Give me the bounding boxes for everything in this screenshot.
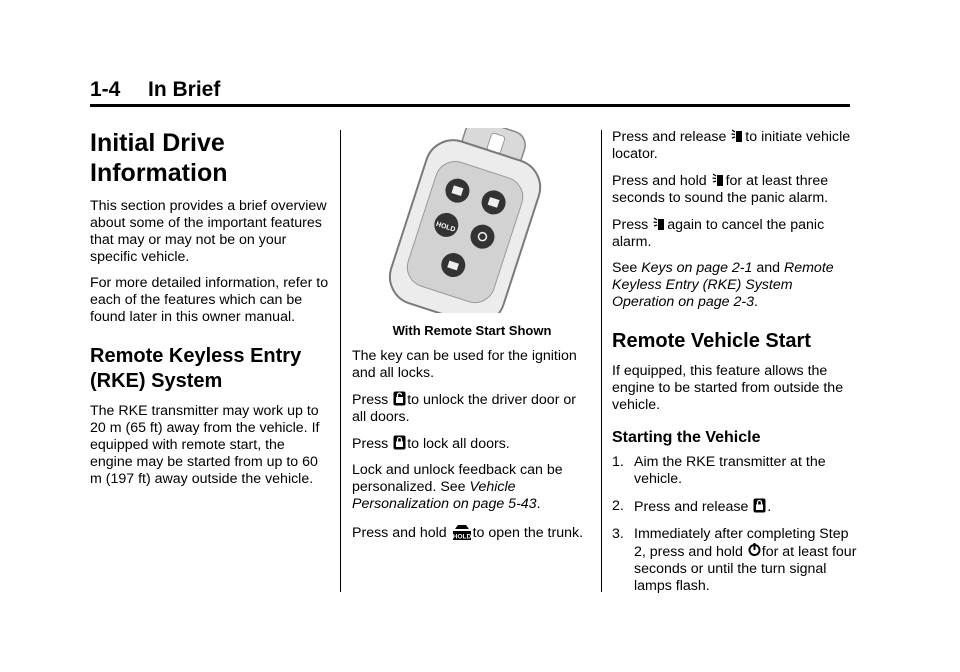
heading-rke: Remote Keyless Entry (RKE) System	[90, 345, 302, 392]
list-item	[612, 454, 857, 488]
text: Press and release	[634, 499, 753, 515]
text: for at least four seconds or until the turn signal lamps flash.	[634, 544, 857, 594]
key-fob-illustration	[352, 128, 592, 313]
text: Immediately after completing Step 2, press and hold	[634, 526, 849, 560]
text: for at least three seconds to sound the panic alarm.	[612, 173, 829, 206]
hold-label: HOLD	[452, 533, 471, 540]
fob-hold-label: HOLD	[435, 220, 457, 234]
paragraph: For more detailed information, refer to each of the features which can be found later in this owner manual.	[90, 275, 329, 325]
column-3	[612, 128, 857, 605]
paragraph-locator	[612, 128, 857, 163]
paragraph: This section provides a brief overview about some of the important features that may or may not be on your specific vehicle.	[90, 198, 327, 265]
paragraph-feedback	[352, 462, 592, 513]
heading-starting: Starting the Vehicle	[612, 429, 761, 446]
step-number: 3.	[612, 526, 624, 542]
paragraph-cancel	[612, 216, 857, 251]
paragraph: If equipped, this feature allows the engine to be started from outside the vehicle.	[612, 363, 844, 413]
steps-list	[612, 454, 857, 595]
unlock-icon	[393, 391, 406, 406]
panic-alarm-icon	[731, 128, 744, 143]
section-title: In Brief	[148, 78, 221, 101]
paragraph: The key can be used for the ignition and all locks.	[352, 348, 577, 381]
text: and	[752, 260, 784, 276]
panic-alarm-icon	[653, 216, 666, 231]
column-divider	[340, 130, 341, 592]
lock-icon	[753, 498, 766, 513]
text: to lock all doors.	[407, 436, 510, 452]
step-number: 2.	[612, 498, 624, 514]
text: to unlock the driver door or all doors.	[352, 392, 576, 425]
list-item	[612, 498, 857, 516]
figure-caption: With Remote Start Shown	[392, 323, 552, 338]
text: Press and hold	[352, 525, 451, 541]
text: Press	[352, 436, 393, 452]
page-header	[90, 78, 850, 104]
heading-initial-drive: Initial Drive Information	[90, 129, 228, 187]
text: Press and hold	[612, 173, 711, 189]
paragraph-unlock	[352, 391, 592, 426]
paragraph: The RKE transmitter may work up to 20 m (65 ft) away from the vehicle. If equipped with remote start, the engine may be started from up to 60 m (197 ft) away outside the vehicle.	[90, 403, 320, 487]
text: Aim the RKE transmitter at the vehicle.	[634, 454, 826, 487]
text: Press	[612, 217, 653, 233]
text: to initiate vehicle locator.	[612, 129, 851, 162]
text: Lock and unlock feedback can be personalized. See	[352, 462, 563, 495]
text: See	[612, 260, 642, 276]
key-fob-icon	[352, 128, 592, 313]
trunk-hold-icon	[452, 522, 472, 540]
step-number: 1.	[612, 454, 624, 470]
text: .	[767, 499, 772, 515]
column-1	[90, 128, 330, 497]
panic-alarm-icon	[712, 172, 725, 187]
text: again to cancel the panic alarm.	[612, 217, 825, 250]
cross-reference: Remote Keyless Entry (RKE) System Operation on page 2-3	[612, 260, 834, 310]
column-2	[352, 128, 592, 551]
header-rule	[90, 104, 850, 107]
page-number: 1-4	[90, 78, 121, 101]
paragraph-lock	[352, 435, 592, 453]
text: .	[536, 496, 541, 512]
text: to open the trunk.	[472, 525, 584, 541]
text: Press and release	[612, 129, 731, 145]
text: .	[753, 294, 758, 310]
paragraph-panic	[612, 172, 857, 207]
text: Press	[352, 392, 393, 408]
lock-icon	[393, 435, 406, 450]
cross-reference: Keys on page 2-1	[641, 260, 753, 276]
paragraph-see	[612, 260, 857, 311]
list-item	[612, 526, 857, 595]
column-divider	[601, 130, 602, 592]
remote-start-icon	[748, 543, 761, 558]
paragraph-trunk	[352, 522, 592, 542]
heading-remote-start: Remote Vehicle Start	[612, 330, 811, 352]
cross-reference: Vehicle Personalization on page 5-43	[352, 479, 537, 512]
